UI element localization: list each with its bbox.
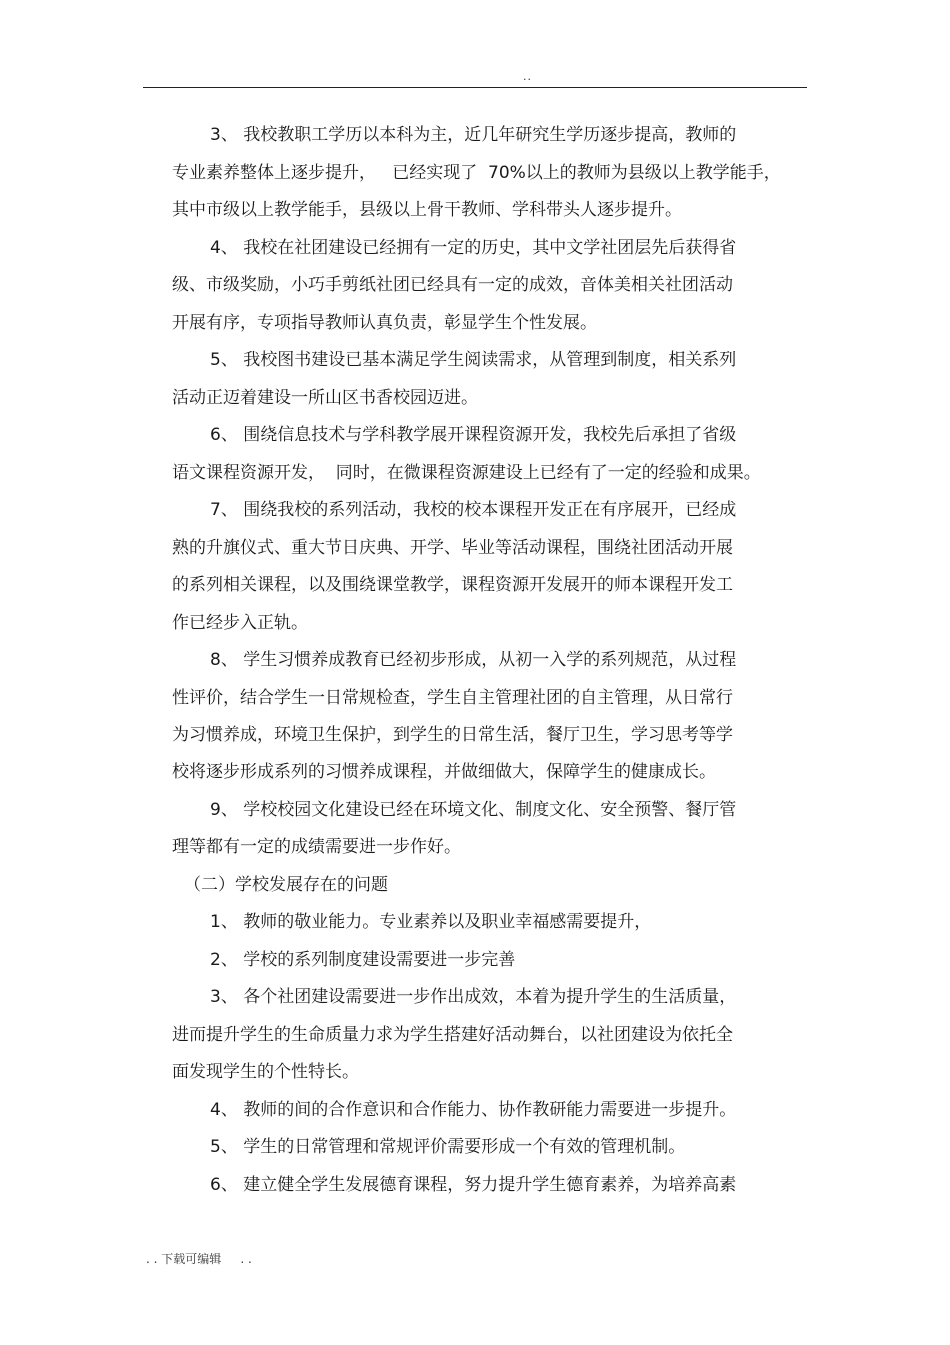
text-line: 进而提升学生的生命质量力求为学生搭建好活动舞台，以社团建设为依托全 (172, 1025, 733, 1045)
text-line: 其中市级以上教学能手，县级以上骨干教师、学科带头人逐步提升。 (172, 200, 682, 220)
text-line: 专业素养整体上逐步提升， 已经实现了 70%以上的教师为县级以上教学能手， (172, 163, 781, 183)
text-line: 活动正迈着建设一所山区书香校园迈进。 (172, 388, 478, 408)
text-line: 作已经步入正轨。 (172, 613, 308, 633)
header-mark: .. (523, 70, 532, 83)
text-line: 理等都有一定的成绩需要进一步作好。 (172, 837, 461, 857)
text-line: 6、 建立健全学生发展德育课程，努力提升学生德育素养，为培养高素 (210, 1175, 737, 1195)
text-line: 4、 教师的间的合作意识和合作能力、协作教研能力需要进一步提升。 (210, 1100, 737, 1120)
text-line: 级、市级奖励，小巧手剪纸社团已经具有一定的成效，音体美相关社团活动 (172, 275, 733, 295)
text-line: 5、 我校图书建设已基本满足学生阅读需求，从管理到制度，相关系列 (210, 350, 737, 370)
text-line: 校将逐步形成系列的习惯养成课程，并做细做大，保障学生的健康成长。 (172, 762, 716, 782)
text-line: 9、 学校校园文化建设已经在环境文化、制度文化、安全预警、餐厅管 (210, 800, 737, 820)
text-line: 2、 学校的系列制度建设需要进一步完善 (210, 950, 516, 970)
text-line: 3、 各个社团建设需要进一步作出成效，本着为提升学生的生活质量， (210, 987, 737, 1007)
text-line: 的系列相关课程，以及围绕课堂教学，课程资源开发展开的师本课程开发工 (172, 575, 733, 595)
text-line: 4、 我校在社团建设已经拥有一定的历史，其中文学社团层先后获得省 (210, 238, 737, 258)
text-line: 8、 学生习惯养成教育已经初步形成，从初一入学的系列规范，从过程 (210, 650, 737, 670)
text-line: 3、 我校教职工学历以本科为主，近几年研究生学历逐步提高，教师的 (210, 125, 737, 145)
text-line: 开展有序，专项指导教师认真负责，彰显学生个性发展。 (172, 313, 597, 333)
text-line: 性评价，结合学生一日常规检查，学生自主管理社团的自主管理，从日常行 (172, 688, 733, 708)
text-line: 7、 围绕我校的系列活动，我校的校本课程开发正在有序展开，已经成 (210, 500, 737, 520)
text-line: 5、 学生的日常管理和常规评价需要形成一个有效的管理机制。 (210, 1137, 686, 1157)
header-rule (143, 87, 807, 88)
text-line: 熟的升旗仪式、重大节日庆典、开学、毕业等活动课程，围绕社团活动开展 (172, 538, 733, 558)
text-line: 6、 围绕信息技术与学科教学展开课程资源开发，我校先后承担了省级 (210, 425, 737, 445)
text-line: 面发现学生的个性特长。 (172, 1062, 359, 1082)
text-line: 1、 教师的敬业能力。专业素养以及职业幸福感需要提升， (210, 912, 652, 932)
text-line: 语文课程资源开发， 同时，在微课程资源建设上已经有了一定的经验和成果。 (172, 463, 761, 483)
section-heading: （二）学校发展存在的问题 (184, 875, 388, 895)
text-line: 为习惯养成，环境卫生保护，到学生的日常生活，餐厅卫生，学习思考等学 (172, 725, 733, 745)
footer-text: . . 下载可编辑 . . (146, 1252, 252, 1266)
